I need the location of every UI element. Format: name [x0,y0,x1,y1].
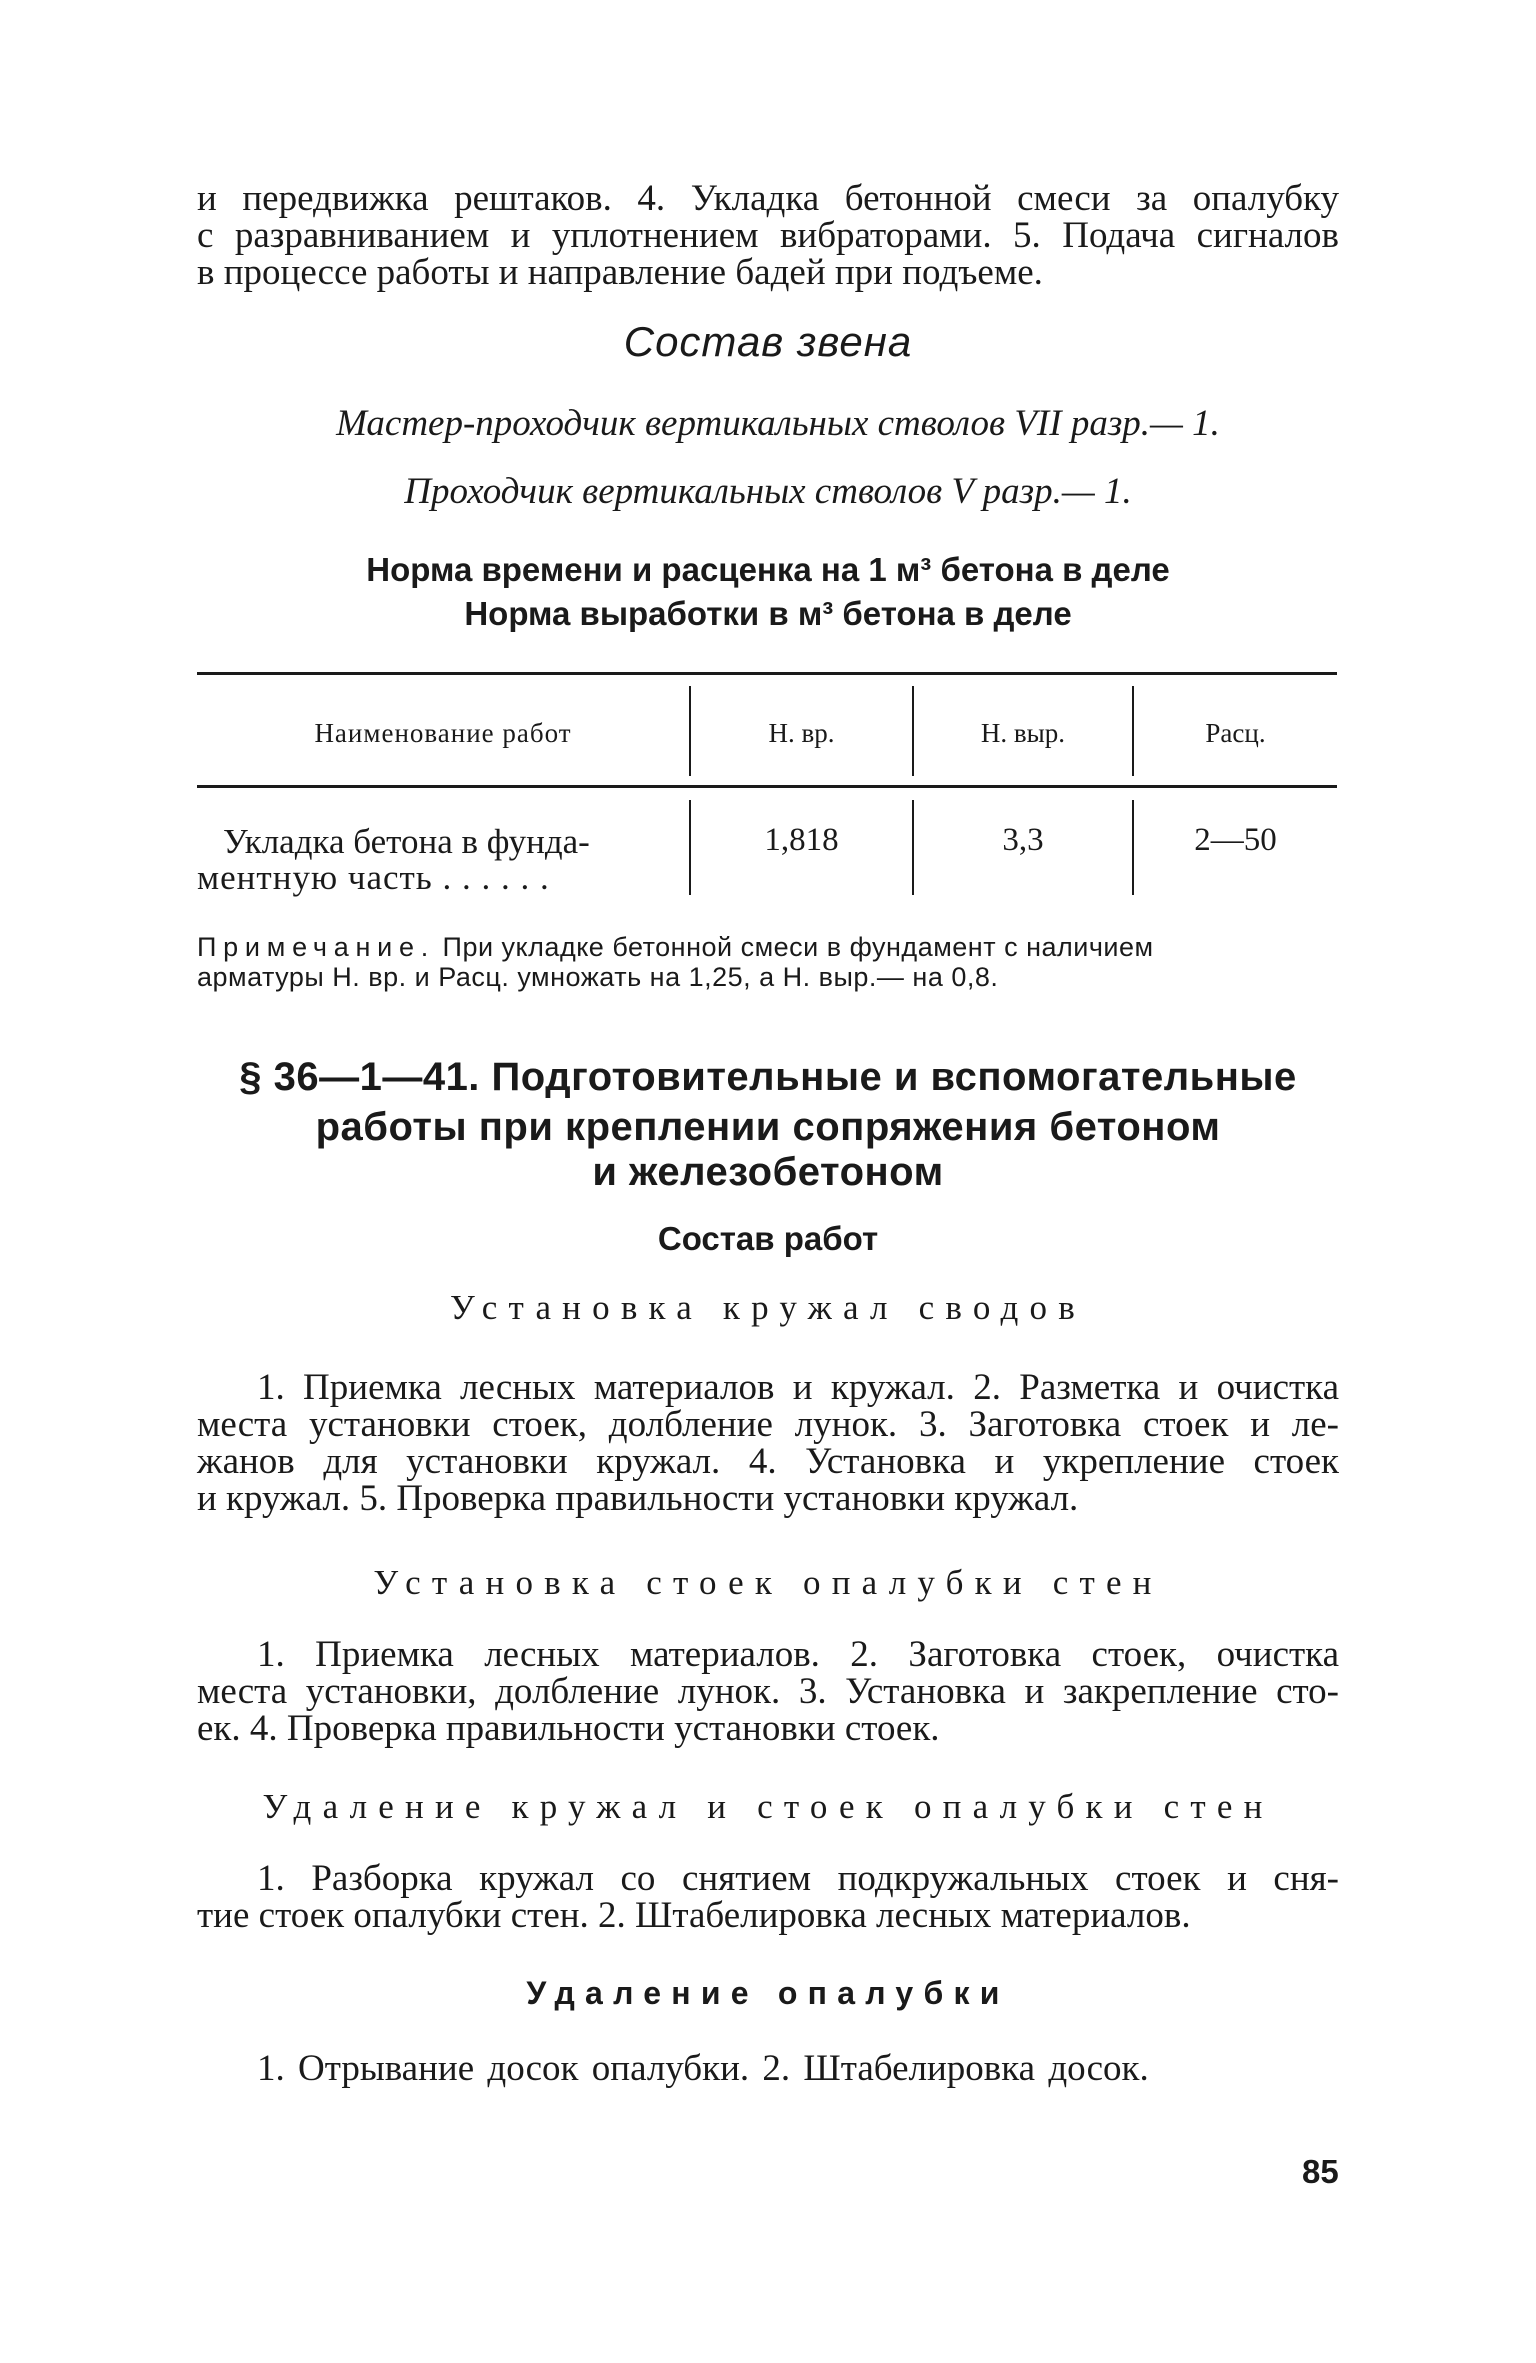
table-cell-rasc: 2—50 [1194,822,1277,858]
table-header-rasc: Расц. [1205,718,1266,748]
table-header-name: Наименование работ [314,718,572,748]
table-row [197,822,1337,902]
table-cell-nvr: 1,818 [764,822,839,858]
norm-title-1: Норма времени и расценка на 1 м³ бетона в деле [366,551,1170,588]
section-title-line2: работы при креплении сопряжения бетоном [315,1105,1221,1149]
paragraph-line: жанов для установки кружал. 4. Установка и укрепление стоек [197,1441,1339,1482]
intro-line: с разравниванием и уплотнением вибраторами. 5. Подача сигналов [197,215,1339,256]
paragraph-line: 1. Отрывание досок опалубки. 2. Штабелировка досок. [257,2048,1149,2089]
subsection-paragraph [197,1860,1339,1934]
table-header-nvr: Н. вр. [768,718,835,748]
crew-line-worker: Проходчик вертикальных стволов V разр.— 1. [404,471,1132,512]
section-subtitle: Состав работ [657,1220,879,1257]
note-text: При укладке бетонной смеси в фундамент с наличием [442,932,1154,962]
crew-line-master: Мастер-проходчик вертикальных стволов VII разр.— 1. [336,403,1220,444]
intro-line: в процессе работы и направление бадей при подъеме. [197,252,1043,293]
table-cell-name-line2: ментную часть . . . . . . [197,858,550,897]
paragraph-line: ек. 4. Проверка правильности установки стоек. [197,1708,940,1749]
section-title-line1: § 36—1—41. Подготовительные и вспомогательные [239,1055,1297,1099]
page-number: 85 [1302,2153,1339,2190]
table-header-nvyr: Н. выр. [980,718,1066,748]
paragraph-line: и кружал. 5. Проверка правильности установки кружал. [197,1478,1079,1519]
subsection-paragraph [197,1636,1339,1747]
section-title-line3: и железобетоном [592,1150,944,1194]
paragraph-line: 1. Разборка кружал со снятием подкружальных стоек и сня- [257,1858,1339,1899]
table-note [197,932,1347,992]
table-cell-name-line1: Укладка бетона в фунда- [223,822,590,861]
subsection-heading: Установка кружал сводов [450,1288,1086,1327]
subsection-paragraph [197,2050,1339,2087]
norm-title-2: Норма выработки в м³ бетона в деле [464,595,1072,632]
subsection-heading: Установка стоек опалубки стен [373,1563,1163,1602]
subsection-heading: Удаление кружал и стоек опалубки стен [262,1787,1274,1826]
note-label: Примечание. [197,932,436,962]
subsection-heading: Удаление опалубки [526,1975,1010,2011]
table-top-rule [197,672,1337,675]
paragraph-line: места установки стоек, долбление лунок. 3. Заготовка стоек и ле- [197,1404,1339,1445]
paragraph-line: 1. Приемка лесных материалов и кружал. 2. Разметка и очистка [257,1367,1339,1408]
paragraph-line: тие стоек опалубки стен. 2. Штабелировка лесных материалов. [197,1895,1191,1936]
crew-title: Состав звена [623,318,913,365]
intro-line: и передвижка рештаков. 4. Укладка бетонной смеси за опалубку [197,178,1339,219]
intro-paragraph [197,180,1339,291]
subsection-paragraph [197,1369,1339,1517]
table-header-rule [197,785,1337,788]
paragraph-line: места установки, долбление лунок. 3. Установка и закрепление сто- [197,1671,1339,1712]
table-cell-nvyr: 3,3 [1002,822,1044,858]
note-text-line2: арматуры Н. вр. и Расц. умножать на 1,25, а Н. выр.— на 0,8. [197,962,999,992]
paragraph-line: 1. Приемка лесных материалов. 2. Заготовка стоек, очистка [257,1634,1339,1675]
